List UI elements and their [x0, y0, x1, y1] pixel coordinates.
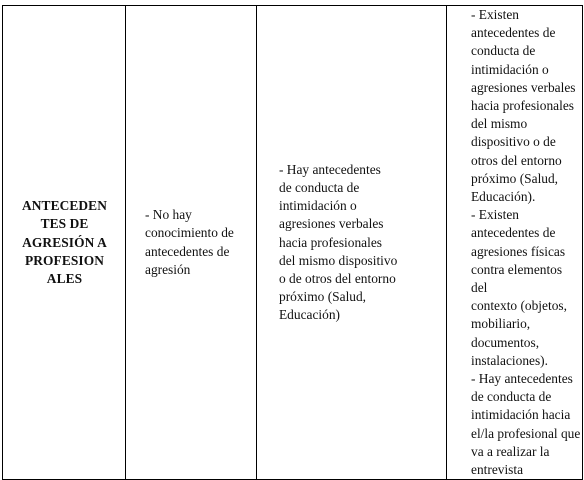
- row-header-text: ANTECEDEN TES DE AGRESIÓN A PROFESION ALES: [22, 198, 107, 286]
- level-2-text: - Hay antecedentes de conducta de intimidación o agresiones verbales hacia profesionales del mismo dispositivo o de otros del entorno próximo (Salud, Educación): [279, 161, 398, 323]
- aggression-history-table: [2, 5, 583, 480]
- level-1-cell: [126, 6, 257, 480]
- level-3-cell: [447, 6, 583, 480]
- level-2-cell: [257, 6, 447, 480]
- table-row: [3, 6, 583, 480]
- row-header-cell: [3, 6, 126, 480]
- level-1-text: - No hay conocimiento de antecedentes de agresión: [145, 207, 234, 277]
- level-3-text: - Existen antecedentes de conducta de intimidación o agresiones verbales hacia profesionales del mismo dispositivo o de otros del entorno próximo (Salud, Educación). - Existen antecedentes de agresiones físicas contra elementos del contexto (objetos, mobiliario, documentos, instalaciones). - Hay antecedentes de conducta de intimidación hacia el/la profesional que va a realizar la entrevista: [471, 7, 581, 478]
